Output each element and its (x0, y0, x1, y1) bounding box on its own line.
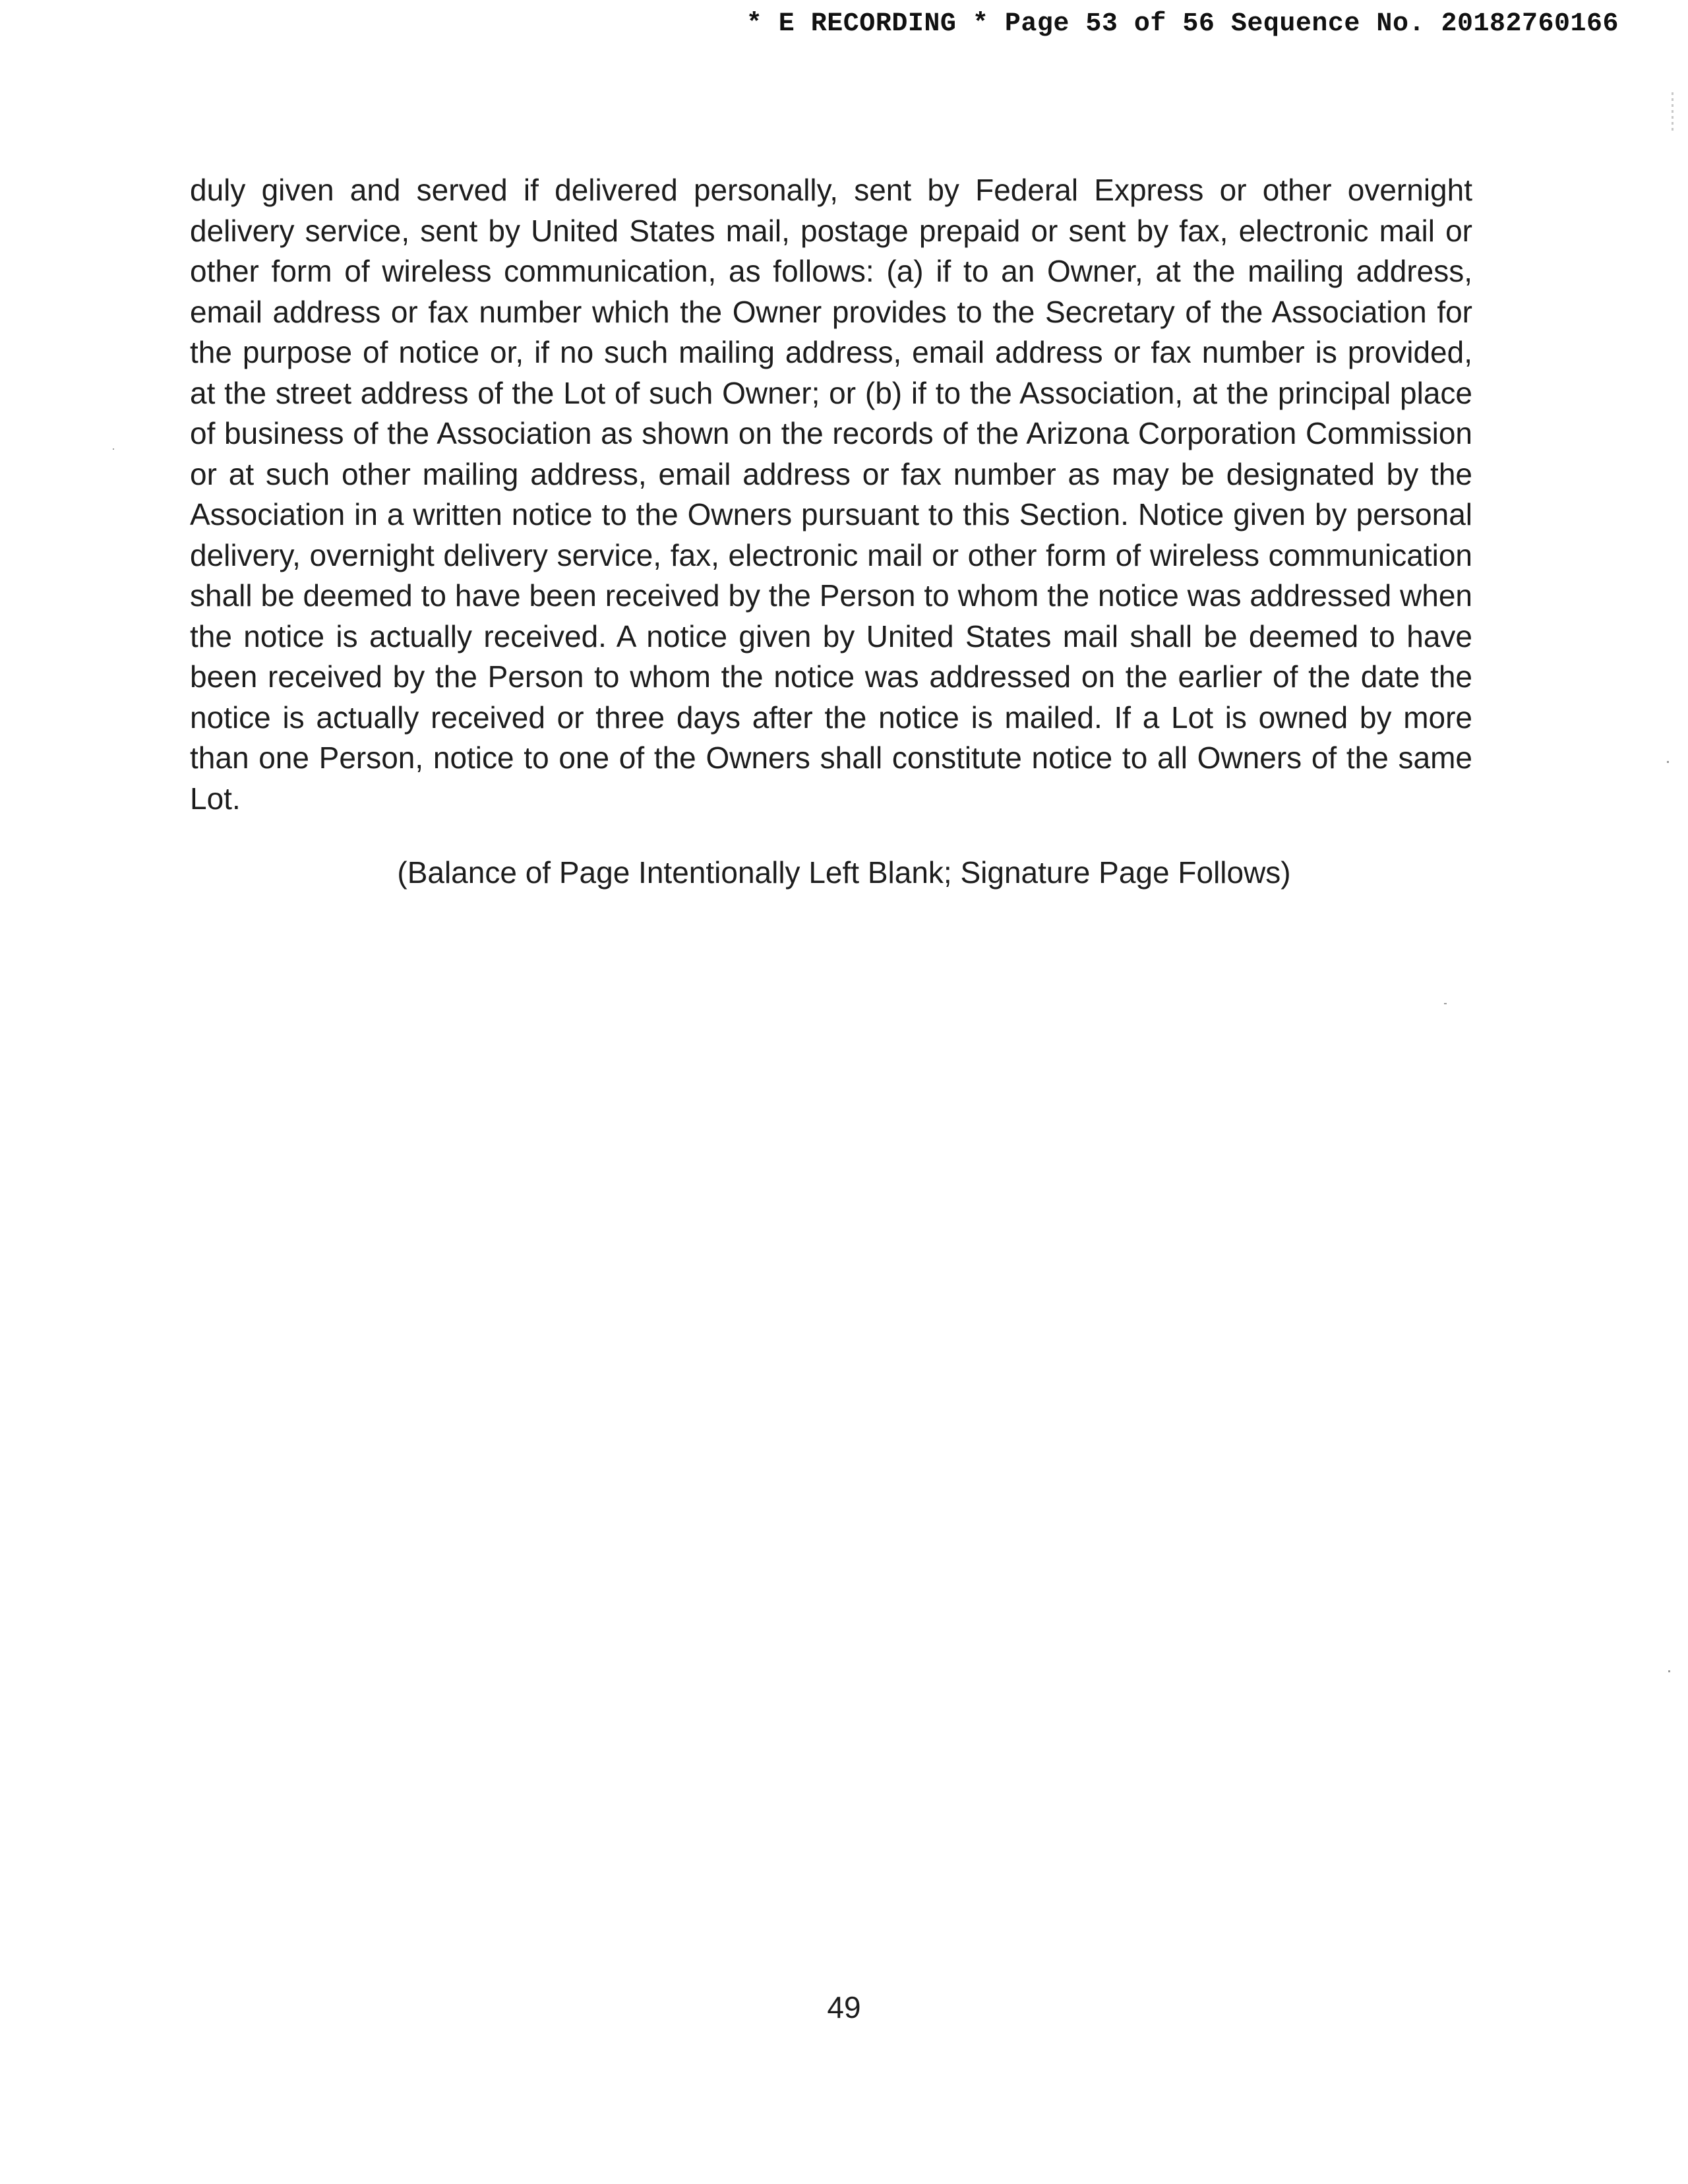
scan-speck (113, 448, 114, 450)
notice-paragraph: duly given and served if delivered personally, sent by Federal Express or other overnight delivery service, sent by United States mail, postage prepaid or sent by fax, electronic mail or other form of wireless communication, as follows: (a) if to an Owner, at the mailing address, email address or fax number which the Owner provides to the Secretary of the Association for the purpose of notice or, if no such mailing address, email address or fax number is provided, at the street address of the Lot of such Owner; or (b) if to the Association, at the principal place of business of the Association as shown on the records of the Arizona Corporation Commission or at such other mailing address, email address or fax number as may be designated by the Association in a written notice to the Owners pursuant to this Section. Notice given by personal delivery, overnight delivery service, fax, electronic mail or other form of wireless communication shall be deemed to have been received by the Person to whom the notice was addressed when the notice is actually received. A notice given by United States mail shall be deemed to have been received by the Person to whom the notice was addressed on the earlier of the date the notice is actually received or three days after the notice is mailed. If a Lot is owned by more than one Person, notice to one of the Owners shall constitute notice to all Owners of the same Lot. (190, 173, 1472, 816)
scan-speck (1667, 761, 1669, 763)
scan-edge-mark (1672, 92, 1673, 132)
balance-of-page-note: (Balance of Page Intentionally Left Blank; Signature Page Follows) (397, 855, 1291, 890)
scan-speck (1444, 1003, 1447, 1004)
recording-header: * E RECORDING * Page 53 of 56 Sequence No. 20182760166 (746, 9, 1619, 39)
scan-speck (1668, 1670, 1670, 1672)
page-number: 49 (827, 1990, 861, 2024)
